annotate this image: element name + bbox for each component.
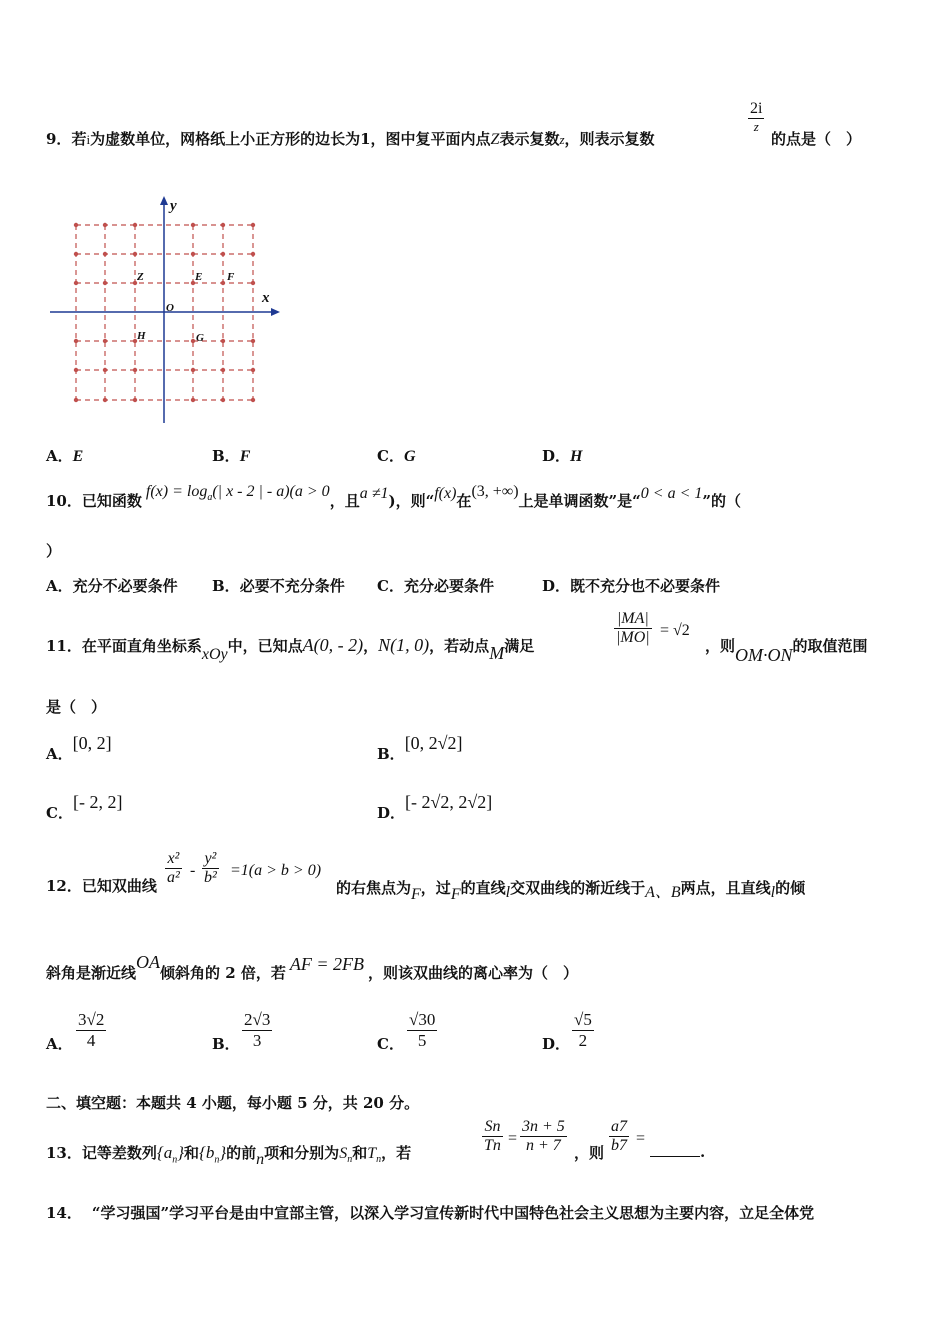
q10-text-1: 已知函数 <box>81 492 142 510</box>
q11-text-1: 在平面直角坐标系 <box>81 637 202 655</box>
q13-text-7: ，则 <box>574 1144 605 1162</box>
q9-text-1: 若 <box>71 130 87 148</box>
q13-period: . <box>700 1143 706 1161</box>
q10-text-7: ） <box>46 542 62 560</box>
q9-option-b-value: F <box>239 448 251 465</box>
q11-text-7: 的取值范围 <box>792 637 868 655</box>
q12-option-c-value[interactable] <box>407 1010 437 1051</box>
q12-text-1: 已知双曲线 <box>81 877 157 895</box>
q12-math-F2: F <box>450 886 461 903</box>
q9-math-Z: Z <box>490 131 500 148</box>
q12-math-hyperbola: =1(a > b > 0) <box>230 862 322 879</box>
q11-line1-b <box>705 635 868 665</box>
q10-math-interval: (3, +∞) <box>471 483 519 500</box>
q13-text-3: 的前 <box>226 1144 257 1162</box>
q12-text-9: 倾斜角的 2 倍，若 <box>160 964 286 982</box>
q11-option-b[interactable] <box>377 733 463 763</box>
q9-text-2: 为虚数单位，网格纸上小正方形的边长为 <box>90 130 361 148</box>
q12-math-l2: l <box>770 884 776 901</box>
q9-y-label: y <box>170 198 177 214</box>
q11-math-M: M <box>489 643 505 663</box>
q9-option-c[interactable] <box>377 445 416 466</box>
q11-fraction <box>614 610 652 647</box>
q12-number: 12． <box>46 877 82 895</box>
q13-math-an-end: } <box>177 1143 185 1162</box>
q9-frac-den: z <box>748 118 764 135</box>
q12-option-b-den: 3 <box>242 1030 272 1051</box>
q11-math-xOy: xOy <box>201 646 228 663</box>
q9-point-G: G <box>196 332 204 344</box>
q10-option-b-label: B． <box>212 577 240 595</box>
q10-math-f-rest: (| x - 2 | - a)(a > 0 <box>212 483 330 500</box>
section-title-fill-in: 二、填空题：本题共 4 小题，每小题 5 分，共 20 分。 <box>46 1094 420 1112</box>
q12-option-d-value[interactable] <box>572 1010 594 1051</box>
q12-math-AF-FB: AF = 2FB <box>289 954 365 974</box>
q13-math-Sn <box>339 1145 353 1166</box>
q12-option-a-label[interactable]: A． <box>46 1035 73 1053</box>
q12-option-c-label[interactable]: C． <box>377 1035 404 1053</box>
q13-math-bn-sub: n <box>214 1154 220 1166</box>
q11-option-c-label: C． <box>46 804 73 822</box>
q13-math-n: n <box>256 1151 265 1168</box>
q9-text-5: ，则表示复数 <box>564 130 655 148</box>
q13-frac-ab-num: a7 <box>611 1118 627 1135</box>
q10-option-b[interactable] <box>212 575 345 596</box>
q9-text-4: 表示复数 <box>499 130 560 148</box>
q13-math-bn <box>199 1143 227 1166</box>
q12-math-OA: OA <box>136 952 161 972</box>
q11-math-A: A(0, - 2) <box>302 635 364 655</box>
q12-text-2: 的右焦点为 <box>336 879 412 897</box>
q12-text-4: 的直线 <box>460 879 506 897</box>
q13-frac-ST-num: Sn <box>484 1118 501 1135</box>
q13-frac-n <box>520 1118 567 1155</box>
q12-option-d-den: 2 <box>572 1030 594 1051</box>
q13-frac-ab <box>609 1118 629 1155</box>
q13-math-Tn-sub: n <box>376 1154 382 1166</box>
q12-frac-x-den: a² <box>167 869 180 886</box>
q14-line1 <box>46 1202 814 1223</box>
q13-math-bn-end: } <box>219 1143 227 1162</box>
q12-option-b-value[interactable] <box>242 1010 272 1051</box>
q10-math-f: f(x) = log <box>145 483 208 500</box>
q12-option-a-value[interactable] <box>76 1010 106 1051</box>
q13-frac-ab-den: b7 <box>611 1137 627 1154</box>
q9-point-H: H <box>137 330 146 342</box>
q10-option-d-label: D． <box>542 577 571 595</box>
q12-frac-x-num: x² <box>167 850 180 867</box>
q11-number: 11． <box>46 637 82 655</box>
q12-frac-x <box>165 850 182 887</box>
q9-axes <box>50 199 276 423</box>
q11-text-6: ，则 <box>705 637 736 655</box>
q9-fraction <box>748 100 764 135</box>
q9-point-F: F <box>227 271 235 283</box>
q12-option-d-num: √5 <box>574 1010 592 1029</box>
q11-frac-num: |MA| <box>616 610 649 627</box>
q10-option-a-value: 充分不必要条件 <box>72 577 178 595</box>
q12-text-8: 斜角是渐近线 <box>46 964 137 982</box>
q12-frac-y-num: y² <box>204 850 217 867</box>
q10-option-c-value: 充分必要条件 <box>403 577 494 595</box>
q12-option-a-num: 3√2 <box>78 1010 105 1029</box>
q12-frac-y-den: b² <box>204 869 217 886</box>
q11-text-2: 中，已知点 <box>227 637 303 655</box>
q13-text-5: 和 <box>352 1144 368 1162</box>
q13-equals-2: = <box>636 1130 646 1147</box>
q10-math-range: 0 < a < 1 <box>640 485 703 502</box>
q9-option-a-label: A． <box>46 447 73 465</box>
q13-math-an <box>156 1143 185 1166</box>
q9-x-arrow-icon <box>271 308 280 316</box>
q11-text-4: ，若动点 <box>429 637 490 655</box>
q10-option-a[interactable] <box>46 575 178 596</box>
q12-text-7: 的倾 <box>775 879 806 897</box>
q12-option-b-label[interactable]: B． <box>212 1035 240 1053</box>
q11-option-d-value: [- 2√2, 2√2] <box>405 792 493 812</box>
q12-option-d-label[interactable]: D． <box>542 1035 571 1053</box>
q10-line1 <box>46 483 742 513</box>
q11-math-sqrt2: = √2 <box>660 622 690 639</box>
q12-text-10: ，则该双曲线的离心率为（ ） <box>368 964 579 982</box>
q9-option-d[interactable] <box>542 445 582 466</box>
q12-math-AB: A、B <box>645 884 681 901</box>
q13-math-an-sub: n <box>172 1154 178 1166</box>
q10-math-fx: f(x) <box>434 485 457 502</box>
q9-option-a-value: E <box>72 448 84 465</box>
q12-line1-b <box>336 875 806 903</box>
q9-text-3: ，图中复平面内点 <box>370 130 491 148</box>
q13-math-Tn <box>367 1145 382 1166</box>
q9-option-c-label: C． <box>377 447 404 465</box>
q11-option-a-label: A． <box>46 745 73 763</box>
q12-text-6: 两点，且直线 <box>680 879 771 897</box>
q11-option-a-value: [0, 2] <box>72 733 112 753</box>
q10-option-c-label: C． <box>377 577 404 595</box>
q9-option-c-value: G <box>403 448 416 465</box>
q10-option-d-value: 既不充分也不必要条件 <box>570 577 721 595</box>
q13-line1-a <box>46 1142 412 1168</box>
q10-number: 10． <box>46 492 82 510</box>
q12-option-c-den: 5 <box>407 1030 437 1051</box>
q13-text-2: 和 <box>184 1144 200 1162</box>
q13-answer-blank[interactable] <box>650 1142 700 1157</box>
q14-text: “学习强国”学习平台是由中宣部主管，以深入学习宣传新时代中国特色社会主义思想为主要内容，立足全体党 <box>91 1204 815 1222</box>
q13-math-Sn-sub: n <box>347 1154 353 1166</box>
q10-text-4: 在 <box>456 492 472 510</box>
q10-math-f-sub: a <box>207 492 213 504</box>
q9-point-Z: Z <box>137 271 144 283</box>
q12-option-b-num: 2√3 <box>244 1010 271 1029</box>
q9-x-label: x <box>262 290 270 306</box>
q12-text-5: 交双曲线的渐近线于 <box>510 879 646 897</box>
q12-line2 <box>46 952 579 983</box>
q11-option-b-label: B． <box>377 745 405 763</box>
q13-frac-ST-den: Tn <box>484 1137 501 1154</box>
q9-option-a[interactable] <box>46 445 83 466</box>
q11-text-3: ， <box>363 637 379 655</box>
q11-option-c[interactable] <box>46 792 123 822</box>
q11-math-N: N(1, 0) <box>378 635 430 655</box>
q11-line1-a <box>46 635 535 663</box>
q10-math-a-neq-1: a ≠1 <box>359 485 389 502</box>
q13-math-bn-b: {b <box>199 1143 215 1162</box>
q13-math-Sn-S: S <box>339 1145 348 1162</box>
q9-frac-num: 2i <box>750 100 763 117</box>
q11-option-b-value: [0, 2√2] <box>404 733 463 753</box>
q11-frac-den: |MO| <box>616 629 650 646</box>
q11-option-a[interactable] <box>46 733 112 763</box>
q13-answer[interactable] <box>650 1142 705 1161</box>
q13-math-an-a: {a <box>156 1143 173 1162</box>
q10-text-5: 上是单调函数”是“ <box>518 492 641 510</box>
q11-math-dot-product: OM·ON <box>735 645 793 665</box>
q9-complex-plane-graph <box>48 195 288 427</box>
q13-text-1: 记等差数列 <box>81 1144 157 1162</box>
q9-y-arrow-icon <box>160 196 168 205</box>
q11-option-c-value: [- 2, 2] <box>72 792 123 812</box>
q10-option-d[interactable] <box>542 575 720 596</box>
q12-line1-a <box>46 875 157 896</box>
q11-text-8: 是（ ） <box>46 698 107 716</box>
q10-math-function <box>145 483 330 504</box>
q13-text-4: 项和分别为 <box>264 1144 340 1162</box>
q11-option-d-label: D． <box>377 804 406 822</box>
q10-text-6: ”的（ <box>702 492 742 510</box>
q12-option-a-den: 4 <box>76 1030 106 1051</box>
q12-option-c-num: √30 <box>409 1010 436 1029</box>
q9-text-6: 的点是（ ） <box>771 130 862 148</box>
q12-minus: - <box>190 862 196 879</box>
q9-number: 9． <box>46 130 72 148</box>
q9-option-d-label: D． <box>542 447 571 465</box>
q13-equals: = <box>508 1130 518 1147</box>
q12-math-F1: F <box>411 886 421 903</box>
q9-option-b-label: B． <box>212 447 240 465</box>
q9-origin-label: O <box>166 302 174 314</box>
q13-frac-ST <box>482 1118 503 1155</box>
q13-text-6: ，若 <box>381 1144 412 1162</box>
q12-frac-y <box>202 850 219 887</box>
q10-text-2: ，且 <box>329 492 360 510</box>
q9-math-z: z <box>559 132 565 147</box>
q13-math-Tn-T: T <box>367 1145 377 1162</box>
q9-point-E: E <box>195 271 203 283</box>
q10-option-b-value: 必要不充分条件 <box>239 577 345 595</box>
q13-number: 13． <box>46 1144 82 1162</box>
q12-text-3: ，过 <box>420 879 451 897</box>
q9-math-i: i <box>86 132 91 147</box>
q10-option-c[interactable] <box>377 575 494 596</box>
q10-text-3: )，则“ <box>388 492 435 510</box>
q9-option-b[interactable] <box>212 445 250 466</box>
q9-side-length: 1 <box>360 130 371 148</box>
q13-frac-n-num: 3n + 5 <box>522 1118 565 1135</box>
q13-frac-n-den: n + 7 <box>520 1136 567 1155</box>
q12-math-l1: l <box>505 884 511 901</box>
q11-option-d[interactable] <box>377 792 493 822</box>
q11-text-5: 满足 <box>504 637 535 655</box>
q9-line1 <box>46 128 655 149</box>
q9-option-d-value: H <box>570 448 583 465</box>
q10-option-a-label: A． <box>46 577 73 595</box>
q14-number: 14． <box>46 1204 82 1222</box>
